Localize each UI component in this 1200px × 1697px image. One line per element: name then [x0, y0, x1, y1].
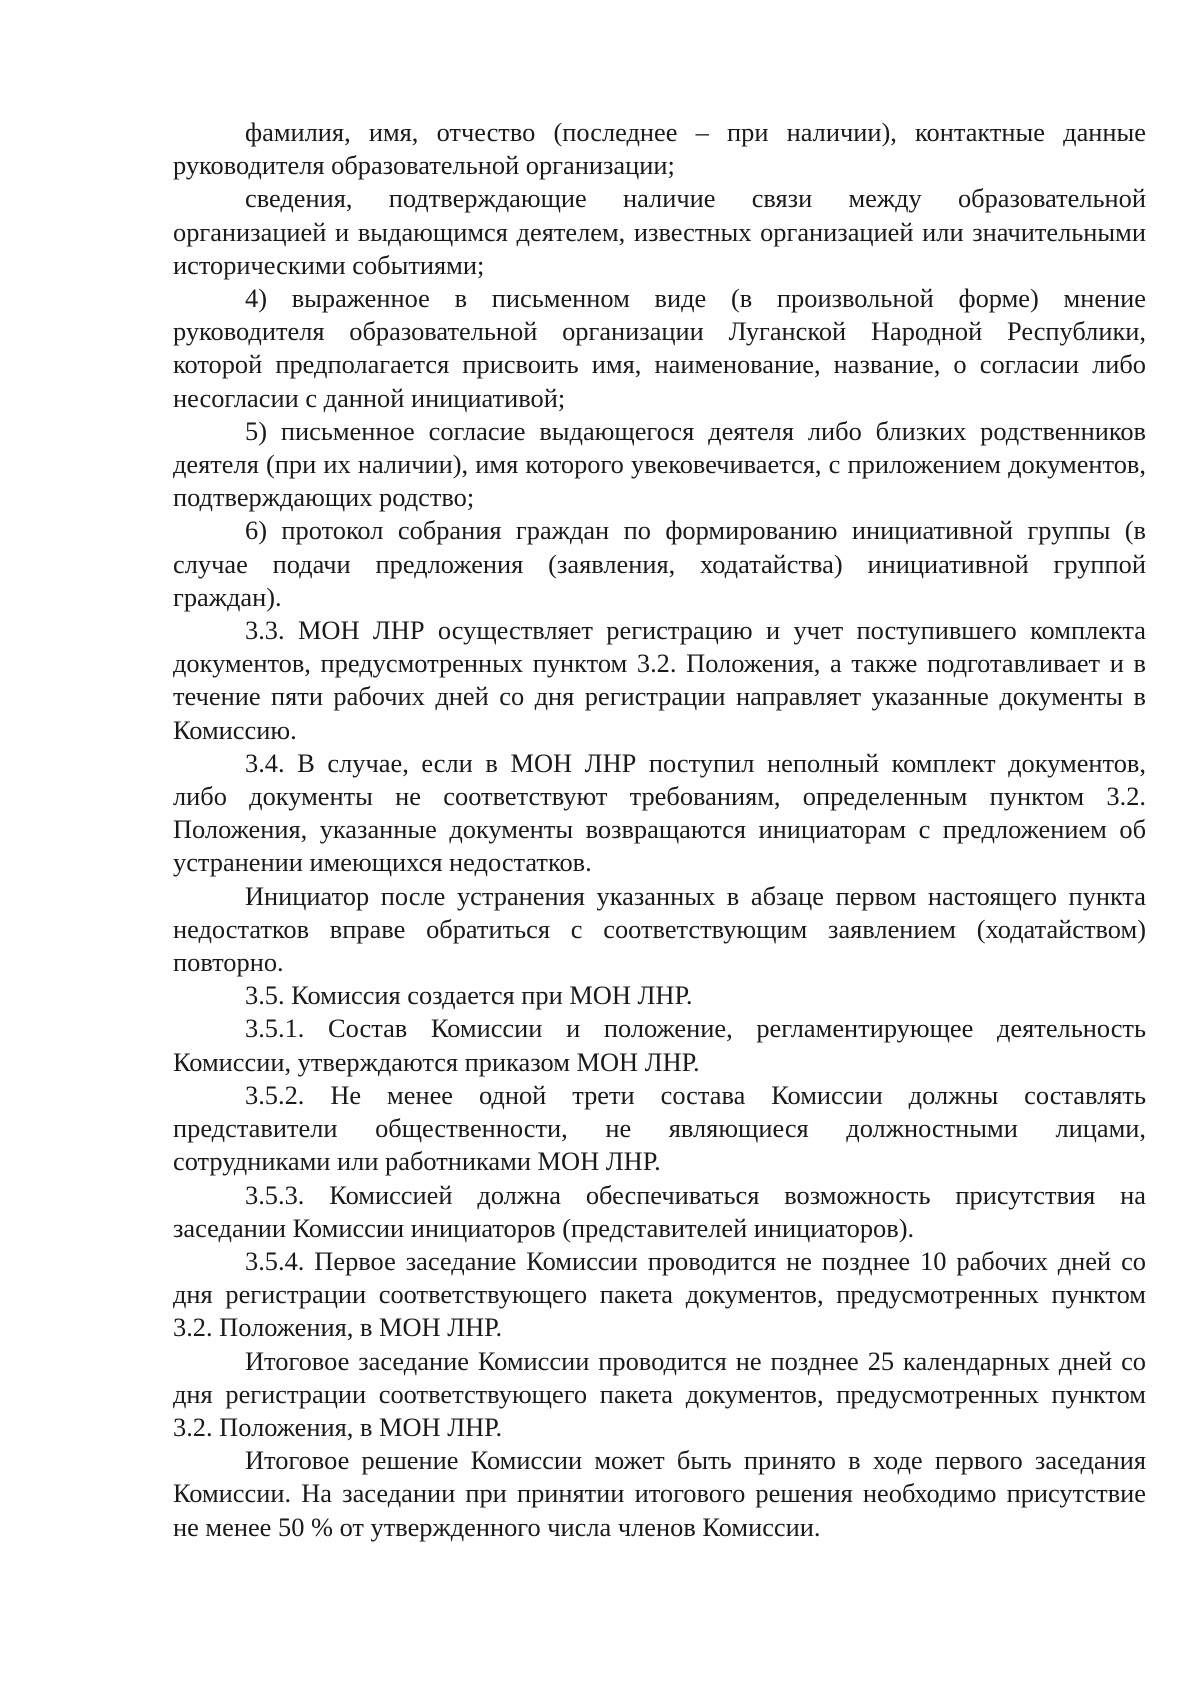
paragraph-3-3: 3.3. МОН ЛНР осуществляет регистрацию и учет поступившего комплекта документов, предусмотренных пунктом 3.2. Положения, а также подготавливает и в течение пяти рабочих дней со дня регистрации направляет указанные документы в Комиссию. — [173, 615, 1146, 745]
paragraph-item-6: 6) протокол собрания граждан по формированию инициативной группы (в случае подачи предложения (заявления, ходатайства) инициативной группой граждан). — [173, 515, 1146, 612]
document-body — [173, 116, 1146, 1544]
paragraph-item-5: 5) письменное согласие выдающегося деятеля либо близких родственников деятеля (при их наличии), имя которого увековечивается, с приложением документов, подтверждающих родство; — [173, 415, 1146, 513]
paragraph-final-meeting: Итоговое заседание Комиссии проводится не позднее 25 календарных дней со дня регистрации соответствующего пакета документов, предусмотренных пунктом 3.2. Положения, в МОН ЛНР. — [173, 1345, 1146, 1442]
paragraph-3-4: 3.4. В случае, если в МОН ЛНР поступил неполный комплект документов, либо документы не соответствуют требованиям, определенным пунктом 3.2. Положения, указанные документы возвращаются инициаторам с предложением об устранении имеющихся недостатков. — [173, 747, 1146, 878]
paragraph-3-5-4: 3.5.4. Первое заседание Комиссии проводится не позднее 10 рабочих дней со дня регистрации соответствующего пакета документов, предусмотренных пунктом 3.2. Положения, в МОН ЛНР. — [173, 1245, 1146, 1343]
paragraph-connection-evidence: сведения, подтверждающие наличие связи между образовательной организацией и выдающимся деятелем, известных организацией или значительными историческими событиями; — [173, 183, 1146, 280]
paragraph-3-5-2: 3.5.2. Не менее одной трети состава Комиссии должны составлять представители общественности, не являющиеся должностными лицами, сотрудниками или работниками МОН ЛНР. — [173, 1079, 1146, 1177]
paragraph-final-decision: Итоговое решение Комиссии может быть принято в ходе первого заседания Комиссии. На заседании при принятии итогового решения необходимо присутствие не менее 50 % от утвержденного числа членов Комиссии. — [173, 1445, 1146, 1542]
paragraph-contact-details: фамилия, имя, отчество (последнее – при наличии), контактные данные руководителя образовательной организации; — [173, 117, 1146, 181]
paragraph-item-4: 4) выраженное в письменном виде (в произвольной форме) мнение руководителя образовательной организации Луганской Народной Республики, которой предполагается присвоить имя, наименование, название, о согласии либо несогласии с данной инициативой; — [173, 283, 1146, 413]
paragraph-3-5-3: 3.5.3. Комиссией должна обеспечиваться возможность присутствия на заседании Комиссии инициаторов (представителей инициаторов). — [173, 1179, 1146, 1243]
paragraph-3-5: 3.5. Комиссия создается при МОН ЛНР. — [245, 980, 693, 1011]
paragraph-3-5-1: 3.5.1. Состав Комиссии и положение, регламентирующее деятельность Комиссии, утверждаются приказом МОН ЛНР. — [173, 1013, 1146, 1077]
paragraph-3-4-resubmission: Инициатор после устранения указанных в абзаце первом настоящего пункта недостатков вправе обратиться с соответствующим заявлением (ходатайством) повторно. — [173, 880, 1146, 978]
